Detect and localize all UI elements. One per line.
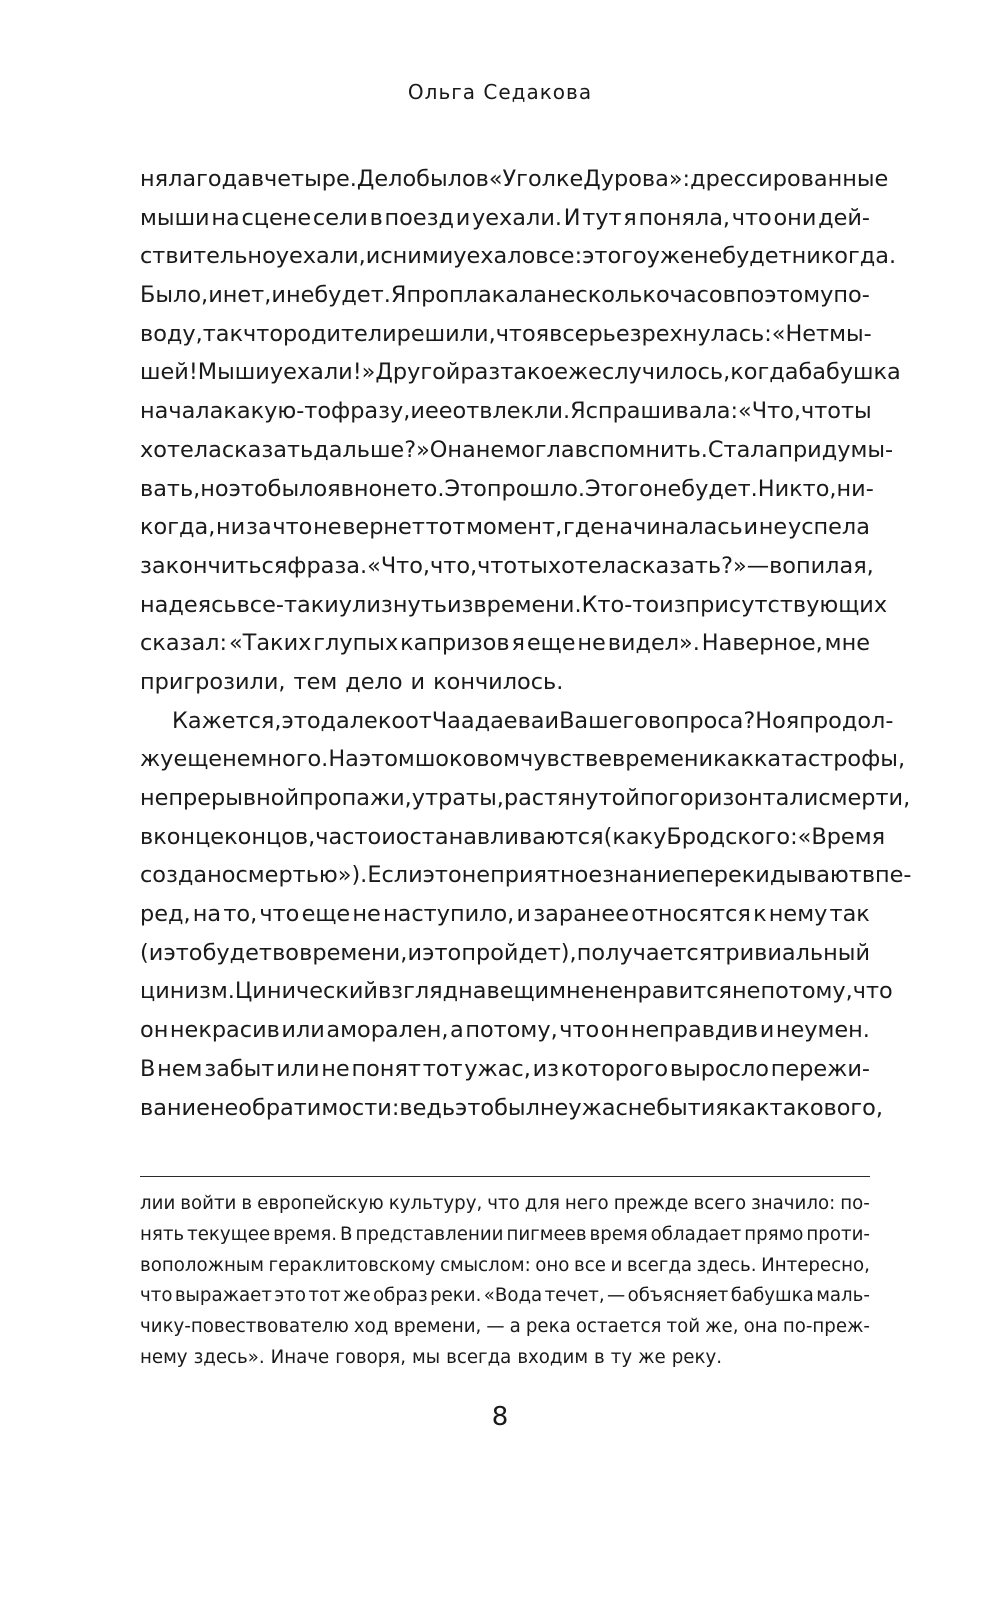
- footnote-line: лии войти в европейскую культуру, что для него прежде всего значило: по-: [140, 1193, 870, 1214]
- footnote: [140, 1189, 870, 1374]
- text-line: В нем забыт или не понят тот ужас, из которого выросло пережи-: [140, 1055, 870, 1082]
- text-line: няла года в четыре. Дело было в «Уголке Дурова»: дрессированные: [140, 166, 889, 192]
- text-line: надеясь все-таки улизнуть из времени. Кто-то из присутствующих: [140, 591, 888, 618]
- footnote-line-end: нему здесь». Иначе говоря, мы всегда входим в ту же реку.: [140, 1346, 722, 1368]
- text-line-paragraph-end: пригрозили, тем дело и кончилось.: [140, 668, 564, 695]
- footnote-line: воположным гераклитовскому смыслом: оно все и всегда здесь. Интересно,: [140, 1254, 870, 1276]
- text-line-paragraph-start: Кажется, это далеко от Чаадаева и Вашего вопроса? Но я продол-: [172, 707, 894, 734]
- footnote-divider: [140, 1176, 870, 1177]
- text-line: вать, но это было явно не то. Это прошло. Этого не будет. Никто, ни-: [140, 475, 874, 502]
- text-line: хотела сказать дальше?» Она не могла вспомнить. Стала придумы-: [140, 436, 894, 463]
- text-line: ред, на то, что еще не наступило, и заранее относятся к нему так: [140, 901, 870, 928]
- text-line: когда, ни за что не вернет тот момент, где начиналась и не успела: [140, 514, 870, 541]
- footnote-line: что выражает это тот же образ реки. «Вода течет, — объясняет бабушка маль-: [140, 1285, 870, 1307]
- text-line: закончиться фраза. «Что, что, что ты хотела сказать?» — вопила я,: [140, 552, 874, 579]
- text-line: шей! Мыши уехали!» Другой раз такое же случилось, когда бабушка: [140, 359, 901, 386]
- page-number: 8: [491, 1402, 509, 1432]
- text-line: воду, так что родители решили, что я всерьез рехнулась: «Нет мы-: [140, 320, 872, 347]
- text-line: он некрасив или аморален, а потому, что он неправдив и неумен.: [140, 1017, 870, 1044]
- text-line: жу еще немного. На этом шоковом чувстве времени как катастрофы,: [140, 746, 906, 773]
- text-line: сказал: «Таких глупых капризов я еще не видел». Наверное, мне: [140, 630, 870, 657]
- footnote-line: нять текущее время. В представлении пигмеев время обладает прямо проти-: [140, 1223, 870, 1245]
- text-line: ствительно уехали, и с ними уехало все: этого уже не будет никогда.: [140, 243, 897, 270]
- text-line: вание необратимости: ведь это был не ужас небытия как такового,: [140, 1094, 883, 1121]
- text-line: создано смертью»). Если это неприятное знание перекидывают впе-: [140, 862, 912, 889]
- text-line: Было, и нет, и не будет. Я проплакала несколько часов по этому по-: [140, 282, 870, 309]
- text-line: в конце концов, часто и останавливаются (как у Бродского: «Время: [140, 823, 886, 850]
- running-head-author: Ольга Седакова: [407, 80, 593, 104]
- text-line: цинизм. Цинический взгляд на вещи мне не нравится не потому, что: [140, 978, 893, 1005]
- text-line: (и это будет во времени, и это пройдет), получается тривиальный: [140, 939, 870, 966]
- footnote-line: чику-повествователю ход времени, — а река остается той же, она по-преж-: [140, 1316, 870, 1338]
- main-text: [140, 160, 912, 1127]
- text-line: непрерывной пропажи, утраты, растянутой по горизонтали смерти,: [140, 785, 911, 811]
- text-line: мыши на сцене сели в поезд и уехали. И тут я поняла, что они дей-: [140, 204, 870, 231]
- text-line: начала какую-то фразу, и ее отвлекли. Я спрашивала: «Что, что ты: [140, 398, 872, 425]
